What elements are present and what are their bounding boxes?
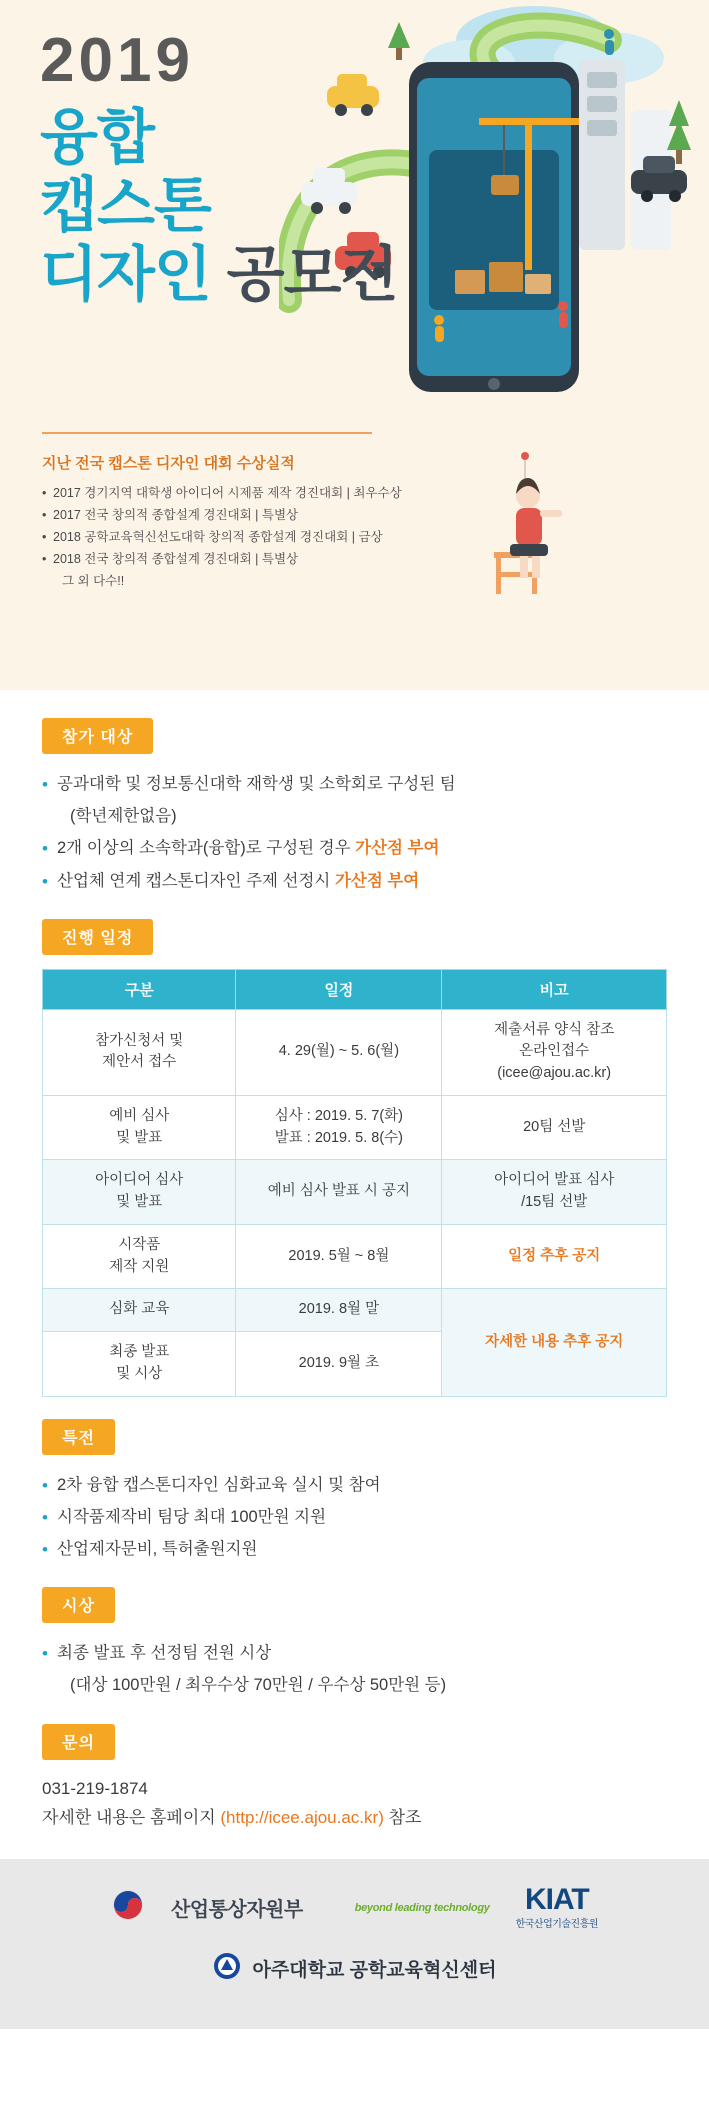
contact-homepage <box>42 1803 709 1833</box>
cell-note: 20팀 선발 <box>442 1095 667 1160</box>
cell-category: 예비 심사 및 발표 <box>43 1095 236 1160</box>
section-awards <box>0 1587 709 1701</box>
table-row <box>43 1160 667 1225</box>
section-tag-target: 참가 대상 <box>42 718 153 754</box>
list-item: • 2차 융합 캡스톤디자인 심화교육 실시 및 참여 <box>42 1469 709 1501</box>
footer <box>0 1859 709 2029</box>
list-item: • 시작품제작비 팀당 최대 100만원 지원 <box>42 1501 709 1533</box>
hero-line-3b: 공모전 <box>226 240 398 308</box>
cell-date: 2019. 9월 초 <box>236 1332 442 1397</box>
table-header-row <box>43 969 667 1009</box>
past-awards-list <box>42 483 462 592</box>
homepage-prefix: 자세한 내용은 홈페이지 <box>42 1808 221 1828</box>
kiat-logo <box>355 1902 490 1914</box>
hero-banner <box>0 0 709 690</box>
benefits-list <box>42 1469 709 1566</box>
table-row <box>43 1289 667 1332</box>
past-awards-title: 지난 전국 캡스톤 디자인 대회 수상실적 <box>42 455 295 472</box>
cell-date: 심사 : 2019. 5. 7(화) 발표 : 2019. 5. 8(수) <box>236 1095 442 1160</box>
section-tag-benefits: 특전 <box>42 1419 115 1455</box>
section-schedule <box>0 919 709 1397</box>
col-header-note: 비고 <box>442 969 667 1009</box>
list-item: • 최종 발표 후 선정팀 전원 시상 <box>42 1637 709 1669</box>
table-row <box>43 1009 667 1095</box>
homepage-suffix: 참조 <box>383 1808 422 1828</box>
cell-note: 일정 추후 공지 <box>442 1224 667 1289</box>
list-item-text: 2개 이상의 소속학과(융합)로 구성된 경우 <box>57 839 356 858</box>
list-item-tail: 그 외 다수!! <box>62 573 125 588</box>
cell-category: 심화 교육 <box>43 1289 236 1332</box>
section-tag-awards: 시상 <box>42 1587 115 1623</box>
hero-divider <box>42 432 372 434</box>
cell-category: 최종 발표 및 시상 <box>43 1332 236 1397</box>
cell-date: 예비 심사 발표 시 공지 <box>236 1160 442 1225</box>
list-item: • 2017 경기지역 대학생 아이디어 시제품 제작 경진대회 | 최우수상 <box>42 483 462 505</box>
cell-category: 참가신청서 및 제안서 접수 <box>43 1009 236 1095</box>
ajou-emblem-icon <box>213 1952 241 1985</box>
list-item: • 2017 전국 창의적 종합설계 경진대회 | 특별상 <box>42 505 462 527</box>
list-item <box>42 865 709 897</box>
cell-category: 아이디어 심사 및 발표 <box>43 1160 236 1225</box>
cell-category: 시작품 제작 지원 <box>43 1224 236 1289</box>
list-item-text: 산업체 연계 캡스톤디자인 주제 선정시 <box>57 871 335 890</box>
cell-date: 4. 29(월) ~ 5. 6(월) <box>236 1009 442 1095</box>
hero-line-3 <box>40 241 460 309</box>
list-item: (대상 100만원 / 최우수상 70만원 / 우수상 50만원 등) <box>70 1676 447 1695</box>
list-item <box>42 832 709 864</box>
kiat-subname: 한국산업기술진흥원 <box>515 1919 599 1931</box>
hero-title-block <box>40 26 460 309</box>
section-target <box>0 718 709 897</box>
col-header-date: 일정 <box>236 969 442 1009</box>
hero-year: 2019 <box>40 26 194 95</box>
highlight-text: 가산점 부여 <box>334 871 420 890</box>
cell-note: 아이디어 발표 심사 /15팀 선발 <box>442 1160 667 1225</box>
section-tag-contact: 문의 <box>42 1724 115 1760</box>
ministry-label: 산업통상자원부 <box>170 1899 303 1922</box>
footer-logos-row <box>0 1859 709 1930</box>
table-row <box>43 1224 667 1289</box>
table-row <box>43 1095 667 1160</box>
kiat-name: KIAT <box>524 1883 589 1917</box>
footer-university-row <box>0 1930 709 1985</box>
hero-line-1: 융합 <box>40 104 154 171</box>
section-benefits <box>0 1419 709 1566</box>
university-label: 아주대학교 공학교육혁신센터 <box>252 1960 497 1982</box>
cell-note: 자세한 내용 추후 공지 <box>442 1289 667 1396</box>
cell-date: 2019. 5월 ~ 8월 <box>236 1224 442 1289</box>
contact-phone: 031-219-1874 <box>42 1778 148 1798</box>
target-list <box>42 768 709 897</box>
homepage-link[interactable]: (http://icee.ajou.ac.kr) <box>220 1808 384 1828</box>
kiat-tagline: beyond leading technology <box>354 1901 490 1914</box>
section-contact <box>0 1724 709 1834</box>
past-awards-block <box>42 452 462 592</box>
contact-details <box>42 1774 709 1834</box>
cell-note: 제출서류 양식 참조 온라인접수 (icee@ajou.ac.kr) <box>442 1009 667 1095</box>
section-tag-schedule: 진행 일정 <box>42 919 153 955</box>
list-item: • 공과대학 및 정보통신대학 재학생 및 소학회로 구성된 팀 <box>42 768 709 800</box>
col-header-category: 구분 <box>43 969 236 1009</box>
awards-list <box>42 1637 709 1701</box>
hero-figure-illustration <box>470 452 580 607</box>
list-item: (학년제한없음) <box>70 807 177 826</box>
list-item: • 산업제자문비, 특허출원지원 <box>42 1533 709 1565</box>
cell-date: 2019. 8월 말 <box>236 1289 442 1332</box>
hero-line-3a: 디자인 <box>40 240 211 308</box>
list-item: • 2018 공학교육혁신선도대학 창의적 종합설계 경진대회 | 금상 <box>42 527 462 549</box>
kiat-wordmark <box>516 1885 598 1930</box>
taegeuk-icon <box>111 1888 145 1927</box>
content-sheet <box>0 690 709 1833</box>
list-item: • 2018 전국 창의적 종합설계 경진대회 | 특별상 <box>42 549 462 571</box>
hero-line-2: 캡스톤 <box>40 172 211 240</box>
schedule-table <box>42 969 667 1397</box>
highlight-text: 가산점 부여 <box>355 839 440 858</box>
